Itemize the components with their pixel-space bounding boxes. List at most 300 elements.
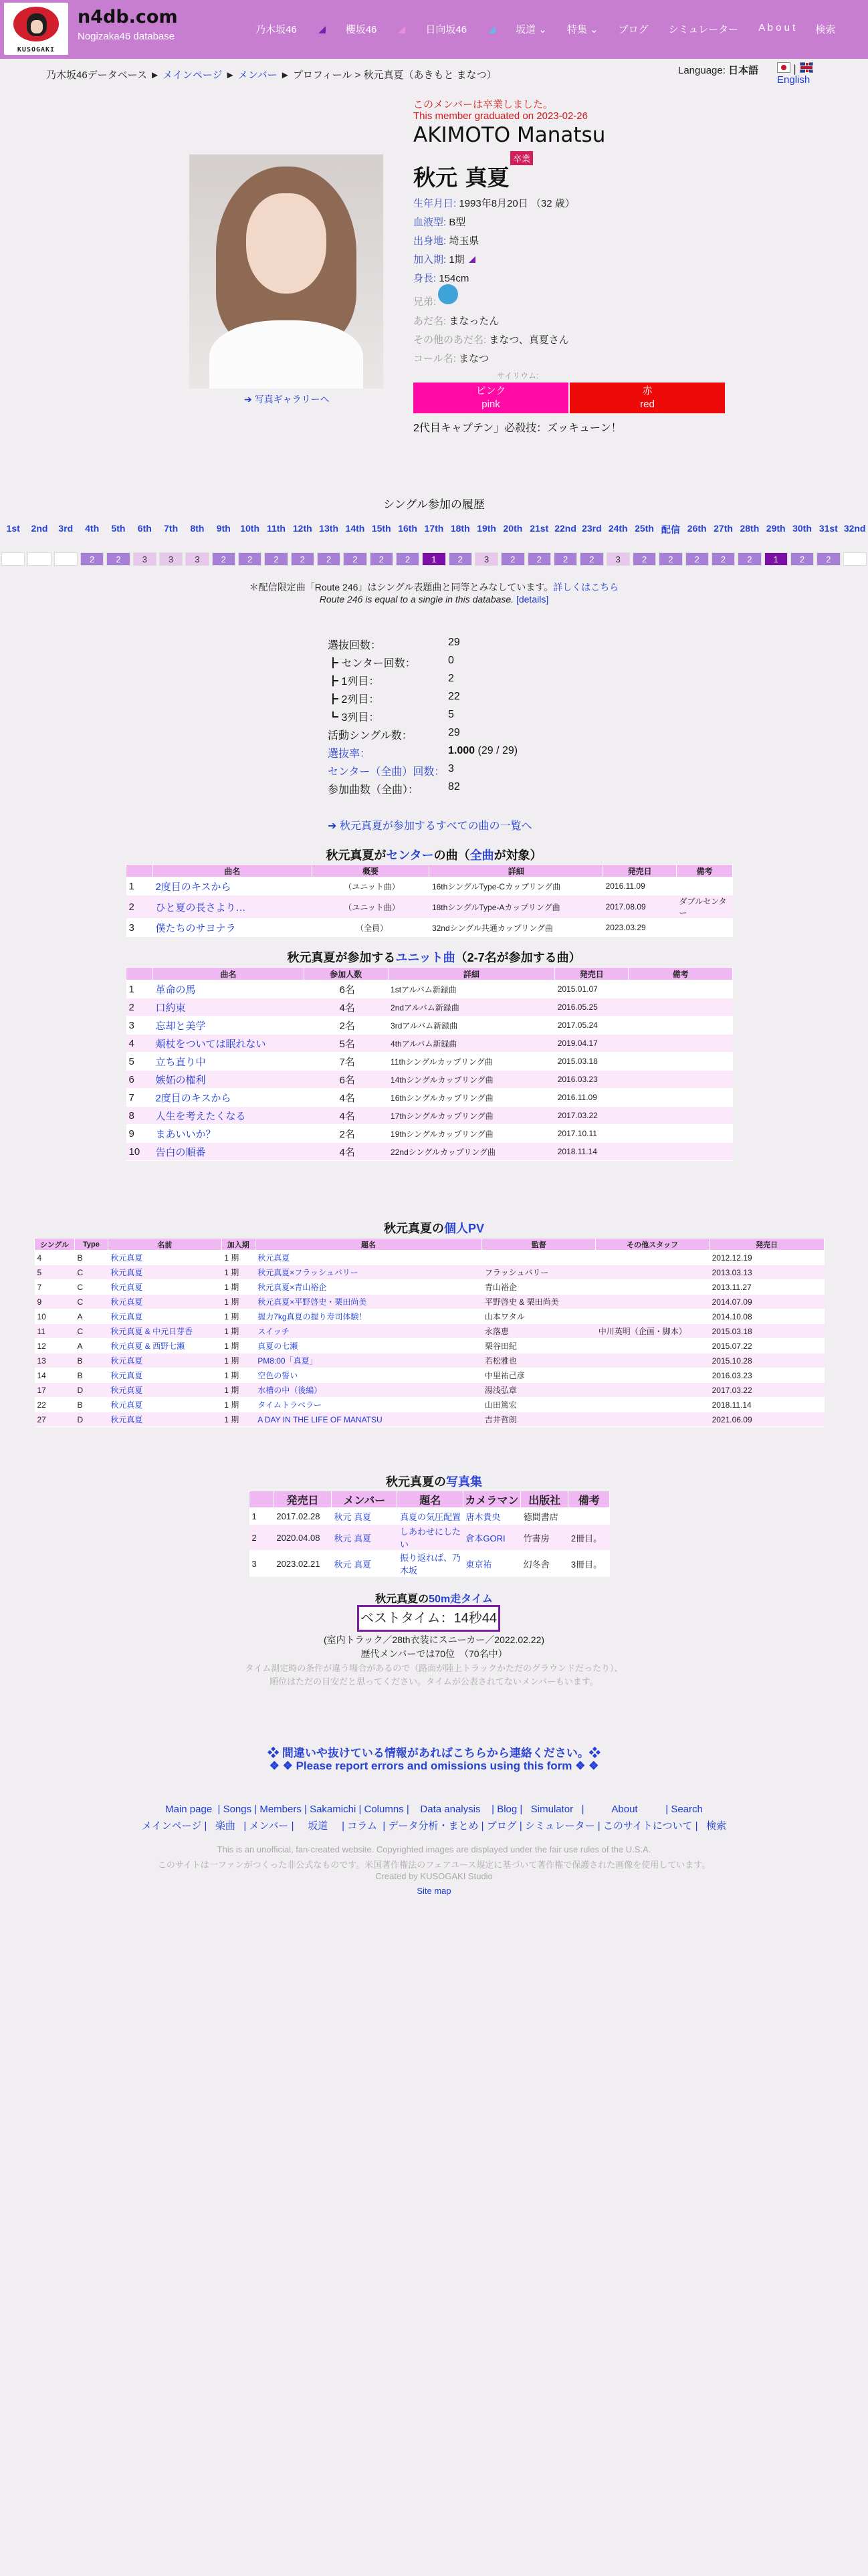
table-cell xyxy=(596,1295,710,1309)
single-mark-12: 2 xyxy=(291,552,314,566)
table-cell: 6名 xyxy=(304,980,388,998)
table-cell[interactable]: 嫉妬の権利 xyxy=(152,1071,304,1089)
table-cell[interactable]: 唐木貴央 xyxy=(463,1508,520,1525)
table-cell: 2ndアルバム新録曲 xyxy=(388,998,555,1016)
purple-triangle-icon xyxy=(318,26,326,33)
uk-flag-icon[interactable] xyxy=(800,62,813,73)
single-mark-18: 2 xyxy=(449,552,472,566)
table-cell[interactable]: 東京祐 xyxy=(463,1551,520,1577)
table-cell xyxy=(629,1035,733,1053)
table-row xyxy=(35,1309,825,1324)
single-mark-25: 2 xyxy=(633,552,656,566)
single-label-19[interactable]: 19th xyxy=(477,523,496,534)
stat-label: センター（全曲）回数： xyxy=(328,766,445,778)
table-cell[interactable]: しあわせにしたい xyxy=(397,1525,463,1551)
table-cell[interactable]: PM8:00「真夏」 xyxy=(255,1354,482,1368)
blue-triangle-icon xyxy=(488,26,496,33)
table-cell: 1 期 xyxy=(221,1280,255,1295)
profile-blood: 血液型: B型 xyxy=(413,217,466,228)
table-cell: 2013.03.13 xyxy=(710,1265,825,1280)
single-label-16[interactable]: 16th xyxy=(398,523,417,534)
single-label-2[interactable]: 2nd xyxy=(31,523,48,534)
table-cell: 11 xyxy=(35,1324,75,1339)
table-cell[interactable]: ひと夏の長さより… xyxy=(152,895,312,919)
zodiac-badge-icon xyxy=(438,284,458,304)
table-cell: 4 xyxy=(35,1251,75,1265)
table-cell: 4名 xyxy=(304,1143,388,1161)
table-cell[interactable]: 秋元真夏 xyxy=(108,1280,221,1295)
table-cell[interactable]: 秋元真夏 xyxy=(108,1412,221,1427)
table-row xyxy=(35,1354,825,1368)
table-cell[interactable]: 振り返れば、乃木坂 xyxy=(397,1551,463,1577)
breadcrumb-main-link[interactable]: メインページ xyxy=(162,70,223,81)
photo-gallery-link[interactable]: ➔ 写真ギャラリーへ xyxy=(244,394,330,405)
table-cell: 19thシングルカップリング曲 xyxy=(388,1125,555,1143)
table-cell: 1 期 xyxy=(221,1398,255,1412)
single-label-12[interactable]: 12th xyxy=(292,523,312,534)
top-header-bar xyxy=(0,0,868,59)
table-row xyxy=(126,1125,733,1143)
logo-face xyxy=(31,20,43,33)
single-label-24[interactable]: 24th xyxy=(608,523,628,534)
table-cell xyxy=(596,1354,710,1368)
table-cell[interactable]: 真夏の七瀬 xyxy=(255,1339,482,1354)
table-header: 備考 xyxy=(677,865,733,877)
table-header-index xyxy=(249,1491,274,1508)
stat-label: ┗ 3列目： xyxy=(328,712,380,724)
center-songs-title: 秋元真夏がセンターの曲（全曲が対象） xyxy=(326,849,542,862)
table-cell: 13 xyxy=(35,1354,75,1368)
table-cell: 2014.07.09 xyxy=(710,1295,825,1309)
details-link-jp[interactable]: 詳しくはこちら xyxy=(553,582,619,593)
table-cell: 2023.03.29 xyxy=(603,919,677,937)
stat-value: 3 xyxy=(448,763,454,774)
table-cell: 幻冬舎 xyxy=(521,1551,568,1577)
table-cell: 1 期 xyxy=(221,1295,255,1309)
table-cell[interactable]: スイッチ xyxy=(255,1324,482,1339)
japan-flag-icon[interactable] xyxy=(777,62,790,73)
stat-row xyxy=(328,673,454,688)
table-row xyxy=(126,1089,733,1107)
table-cell xyxy=(629,1053,733,1071)
footer-links-en[interactable]: Main page | Songs | Members | Sakamichi | Columns | Data analysis | Blog | Simulator | About | Search xyxy=(165,1804,703,1815)
table-cell: 9 xyxy=(126,1125,153,1143)
table-cell xyxy=(629,1071,733,1089)
table-cell: 16thシングルカップリング曲 xyxy=(388,1089,555,1107)
table-cell[interactable]: タイムトラベラー xyxy=(255,1398,482,1412)
graduated-notice-jp: このメンバーは卒業しました。 xyxy=(413,99,553,110)
single-label-30[interactable]: 29th xyxy=(766,523,786,534)
table-cell: 2017.05.24 xyxy=(555,1016,629,1035)
penlight-color-1: ピンク pink xyxy=(413,383,568,413)
table-cell[interactable]: 秋元真夏 & 中元日芽香 xyxy=(108,1324,221,1339)
table-cell: 2 xyxy=(126,998,153,1016)
table-header: その他スタッフ xyxy=(596,1239,710,1251)
single-label-22[interactable]: 22nd xyxy=(554,523,576,534)
table-cell: 2013.11.27 xyxy=(710,1280,825,1295)
table-cell: 3冊目。 xyxy=(568,1551,610,1577)
single-label-9[interactable]: 9th xyxy=(216,523,231,534)
table-cell: 1 期 xyxy=(221,1324,255,1339)
table-cell xyxy=(596,1398,710,1412)
table-cell xyxy=(596,1383,710,1398)
language-separator: | xyxy=(793,63,797,75)
table-cell[interactable]: 秋元真夏 xyxy=(108,1354,221,1368)
single-number-row xyxy=(0,523,868,538)
penlight-color-2: 赤 red xyxy=(570,383,725,413)
single-label-15[interactable]: 15th xyxy=(371,523,391,534)
report-link-jp[interactable]: ❖ 間違いや抜けている情報があればこちらから連絡ください。❖ xyxy=(267,1747,601,1759)
table-cell: D xyxy=(74,1412,108,1427)
single-label-5[interactable]: 5th xyxy=(111,523,126,534)
table-cell[interactable]: 空色の誓い xyxy=(255,1368,482,1383)
table-cell: 2015.07.22 xyxy=(710,1339,825,1354)
photobook-table xyxy=(249,1491,610,1577)
single-mark-27: 2 xyxy=(685,552,709,566)
stat-value: 82 xyxy=(448,781,460,792)
table-cell: フラッシュバリー xyxy=(482,1265,596,1280)
table-cell: B xyxy=(74,1368,108,1383)
table-cell[interactable]: 忘却と美学 xyxy=(152,1016,304,1035)
single-label-8[interactable]: 8th xyxy=(190,523,205,534)
table-cell: 1 期 xyxy=(221,1265,255,1280)
stat-row xyxy=(328,691,460,706)
table-cell: 2020.04.08 xyxy=(274,1525,331,1551)
nav-hinatazaka[interactable]: 日向坂46 xyxy=(425,22,496,36)
table-cell: 中里祐己彦 xyxy=(482,1368,596,1383)
single-label-33[interactable]: 32nd xyxy=(843,523,866,534)
single-mark-13: 2 xyxy=(317,552,340,566)
table-cell: 5名 xyxy=(304,1035,388,1053)
penlight-label: サイリウム: xyxy=(497,371,539,381)
table-cell: 2017.10.11 xyxy=(555,1125,629,1143)
graduated-badge: 卒業 xyxy=(510,151,533,165)
table-cell xyxy=(629,1143,733,1161)
single-label-4[interactable]: 4th xyxy=(85,523,100,534)
table-cell[interactable]: A DAY IN THE LIFE OF MANATSU xyxy=(255,1412,482,1427)
profile-birthday: 生年月日: 1993年8月20日 （32 歳） xyxy=(413,198,575,209)
table-cell xyxy=(596,1412,710,1427)
table-cell[interactable]: 秋元真夏 xyxy=(108,1295,221,1309)
table-row xyxy=(126,1107,733,1125)
table-cell: 1 期 xyxy=(221,1368,255,1383)
table-cell[interactable]: 秋元真夏 xyxy=(108,1368,221,1383)
table-cell: 2019.04.17 xyxy=(555,1035,629,1053)
table-cell: （ユニット曲） xyxy=(312,895,429,919)
table-cell[interactable]: 秋元 真夏 xyxy=(332,1551,397,1577)
table-row xyxy=(126,919,733,937)
table-cell: 2015.03.18 xyxy=(710,1324,825,1339)
table-row xyxy=(249,1551,610,1577)
table-header: 備考 xyxy=(629,968,733,980)
table-cell[interactable]: 秋元真夏 & 西野七瀬 xyxy=(108,1339,221,1354)
single-label-11[interactable]: 11th xyxy=(266,523,286,534)
table-header: 名前 xyxy=(108,1239,221,1251)
footer-disclaimer-en: This is an unofficial, fan-created website. Copyrighted images are displayed under the fair use rules of the U.S.A. xyxy=(217,1844,651,1854)
stat-label: 活動シングル数： xyxy=(328,730,413,742)
single-mark-1 xyxy=(1,552,25,566)
footer-links-jp[interactable]: メインページ | 楽曲 | メンバー | 坂道 | コラム | データ分析・まとめ | ブログ | シミュレーター | このサイトについて | 検索 xyxy=(141,1820,727,1832)
table-cell[interactable]: 秋元真夏×フラッシュバリー xyxy=(255,1265,482,1280)
table-cell: B xyxy=(74,1251,108,1265)
table-cell: 2018.11.14 xyxy=(710,1398,825,1412)
nav-blog[interactable]: ブログ xyxy=(618,24,649,35)
single-label-18[interactable]: 18th xyxy=(450,523,470,534)
table-cell[interactable]: 秋元真夏 xyxy=(108,1251,221,1265)
stat-value: 0 xyxy=(448,655,454,666)
table-cell: 22ndシングルカップリング曲 xyxy=(388,1143,555,1161)
sitemap-link[interactable]: Site map xyxy=(417,1886,451,1896)
logo-text: KUSOGAKI xyxy=(17,46,56,53)
all-songs-link[interactable]: ➔ 秋元真夏が参加するすべての曲の一覧へ xyxy=(328,821,532,832)
table-header: 発売日 xyxy=(555,968,629,980)
profile-nickname: あだ名: まなったん xyxy=(413,316,500,327)
table-cell: 8 xyxy=(126,1107,153,1125)
table-cell[interactable]: 頬杖をついては眠れない xyxy=(152,1035,304,1053)
route246-note-en: Route 246 is equal to a single in this database. [details] xyxy=(319,594,549,605)
nav-about[interactable]: A b o u t xyxy=(758,22,796,33)
single-mark-5: 2 xyxy=(106,552,130,566)
table-header: メンバー xyxy=(332,1491,397,1508)
single-label-1[interactable]: 1st xyxy=(6,523,20,534)
nav-sakurazaka[interactable]: 櫻坂46 xyxy=(346,22,406,36)
single-label-25[interactable]: 25th xyxy=(635,523,654,534)
single-label-28[interactable]: 27th xyxy=(714,523,733,534)
table-cell: 14thシングルカップリング曲 xyxy=(388,1071,555,1089)
table-cell[interactable]: 秋元真夏×平野啓史・栗田尚美 xyxy=(255,1295,482,1309)
table-cell: D xyxy=(74,1383,108,1398)
single-label-17[interactable]: 17th xyxy=(424,523,444,534)
table-header: 題名 xyxy=(255,1239,482,1251)
table-cell: 10 xyxy=(126,1143,153,1161)
table-cell: 青山裕企 xyxy=(482,1280,596,1295)
table-cell[interactable]: 2度目のキスから xyxy=(152,877,312,895)
table-cell: 2016.11.09 xyxy=(603,877,677,895)
table-cell: 14 xyxy=(35,1368,75,1383)
profile-height: 身長: 154cm xyxy=(413,273,469,284)
table-cell: 9 xyxy=(35,1295,75,1309)
language-current: 日本語 xyxy=(728,65,759,76)
single-label-23[interactable]: 23rd xyxy=(582,523,602,534)
table-header: 加入期 xyxy=(221,1239,255,1251)
table-cell: 1 xyxy=(126,877,153,895)
table-cell: 12 xyxy=(35,1339,75,1354)
single-position-row xyxy=(0,552,868,566)
table-row xyxy=(126,877,733,895)
table-cell[interactable]: 2度目のキスから xyxy=(152,1089,304,1107)
single-mark-31: 2 xyxy=(790,552,814,566)
table-cell: 永落恵 xyxy=(482,1324,596,1339)
table-header: 発売日 xyxy=(274,1491,331,1508)
stat-label: 選抜回数： xyxy=(328,640,382,651)
table-cell: （ユニット曲） xyxy=(312,877,429,895)
table-cell xyxy=(596,1339,710,1354)
table-header: 題名 xyxy=(397,1491,463,1508)
table-cell xyxy=(629,1016,733,1035)
table-row xyxy=(126,1053,733,1071)
language-switch xyxy=(678,63,758,77)
single-mark-3 xyxy=(54,552,78,566)
single-mark-16: 2 xyxy=(396,552,419,566)
report-link-en[interactable]: ❖ ❖ Please report errors and omissions using this form ❖ ❖ xyxy=(269,1759,599,1772)
table-header: 詳細 xyxy=(429,865,603,877)
stat-label: ┣ 2列目： xyxy=(328,694,380,706)
stat-value: 22 xyxy=(448,691,460,702)
member-name-roman: AKIMOTO Manatsu xyxy=(413,123,606,147)
table-header: 概要 xyxy=(312,865,429,877)
table-cell[interactable]: まあいいか？ xyxy=(152,1125,304,1143)
table-cell xyxy=(629,998,733,1016)
table-cell: 2 xyxy=(249,1525,274,1551)
table-cell xyxy=(596,1265,710,1280)
table-cell: 1 期 xyxy=(221,1383,255,1398)
table-cell[interactable]: 人生を考えたくなる xyxy=(152,1107,304,1125)
table-cell: 4名 xyxy=(304,1089,388,1107)
nav-sakamichi[interactable]: 坂道 ⌄ xyxy=(516,24,547,35)
english-link[interactable]: English xyxy=(777,74,810,86)
table-cell[interactable]: 秋元真夏 xyxy=(255,1251,482,1265)
single-mark-33 xyxy=(843,552,867,566)
table-cell[interactable]: 秋元真夏×青山裕企 xyxy=(255,1280,482,1295)
table-cell: 3rdアルバム新録曲 xyxy=(388,1016,555,1035)
table-row xyxy=(35,1280,825,1295)
table-cell[interactable]: 握力7kg真夏の握り寿司体験！ xyxy=(255,1309,482,1324)
run50-title: 秋元真夏の50m走タイム xyxy=(375,1594,493,1605)
table-cell: C xyxy=(74,1295,108,1309)
stat-value: 29 xyxy=(448,727,460,738)
table-cell: C xyxy=(74,1265,108,1280)
single-mark-11: 2 xyxy=(264,552,288,566)
table-row xyxy=(126,1035,733,1053)
single-label-32[interactable]: 31st xyxy=(819,523,838,534)
single-label-27[interactable]: 26th xyxy=(687,523,707,534)
member-photo[interactable] xyxy=(189,154,383,389)
breadcrumb-members-link[interactable]: メンバー xyxy=(237,70,278,81)
table-cell: 4thアルバム新録曲 xyxy=(388,1035,555,1053)
table-cell: 2016.05.25 xyxy=(555,998,629,1016)
stat-row xyxy=(328,637,460,652)
table-cell[interactable]: 僕たちのサヨナラ xyxy=(152,919,312,937)
table-cell[interactable]: 秋元真夏 xyxy=(108,1265,221,1280)
table-cell xyxy=(677,919,733,937)
footer-disclaimer-jp: このサイトは一ファンがつくった非公式なものです。米国著作権法のフェアユース規定に基づいて著作権で保護された画像を使用しています。 xyxy=(157,1860,711,1870)
table-cell[interactable]: 秋元 真夏 xyxy=(332,1508,397,1525)
single-label-29[interactable]: 28th xyxy=(740,523,760,534)
table-cell: 1 期 xyxy=(221,1412,255,1427)
single-label-31[interactable]: 30th xyxy=(792,523,812,534)
table-header-index xyxy=(126,865,153,877)
single-label-13[interactable]: 13th xyxy=(319,523,338,534)
table-cell[interactable]: 倉本GORI xyxy=(463,1525,520,1551)
stat-row xyxy=(328,745,518,760)
table-cell[interactable]: 秋元真夏 xyxy=(108,1383,221,1398)
single-label-6[interactable]: 6th xyxy=(137,523,152,534)
table-cell: 7 xyxy=(126,1089,153,1107)
single-mark-15: 2 xyxy=(370,552,393,566)
footer-created: Created by KUSOGAKI Studio xyxy=(375,1871,493,1881)
table-row xyxy=(249,1525,610,1551)
nav-search[interactable]: 検索 xyxy=(815,24,836,35)
single-label-7[interactable]: 7th xyxy=(164,523,179,534)
breadcrumb-root: 乃木坂46データベース ► xyxy=(46,70,160,81)
table-cell: 竹書房 xyxy=(521,1525,568,1551)
stat-label: 参加曲数（全曲）： xyxy=(328,784,419,796)
stat-label: 選抜率： xyxy=(328,748,371,760)
table-cell[interactable]: 真夏の気圧配置 xyxy=(397,1508,463,1525)
table-cell: 17thシングルカップリング曲 xyxy=(388,1107,555,1125)
single-label-21[interactable]: 21st xyxy=(530,523,549,534)
table-cell: 1 期 xyxy=(221,1339,255,1354)
table-cell: 2016.03.23 xyxy=(710,1368,825,1383)
nav-features[interactable]: 特集 ⌄ xyxy=(566,24,599,35)
single-mark-29: 2 xyxy=(738,552,761,566)
single-label-20[interactable]: 20th xyxy=(503,523,523,534)
table-row xyxy=(35,1295,825,1309)
run50-rank: 歴代メンバーでは70位 （70名中） xyxy=(360,1648,508,1659)
table-cell[interactable]: 秋元真夏 xyxy=(108,1309,221,1324)
table-cell: 吉井哲朗 xyxy=(482,1412,596,1427)
table-cell[interactable]: 秋元 真夏 xyxy=(332,1525,397,1551)
table-cell: 22 xyxy=(35,1398,75,1412)
table-cell: B xyxy=(74,1354,108,1368)
stat-row xyxy=(328,655,454,670)
site-title[interactable]: n4db.com xyxy=(78,7,178,27)
table-cell xyxy=(482,1251,596,1265)
single-label-14[interactable]: 14th xyxy=(345,523,365,534)
table-header: カメラマン xyxy=(463,1491,520,1508)
details-link-en[interactable]: [details] xyxy=(516,594,549,605)
table-cell: 2017.03.22 xyxy=(555,1107,629,1125)
table-cell: C xyxy=(74,1280,108,1295)
table-cell: 1 期 xyxy=(221,1354,255,1368)
stat-value: 1.000 (29 / 29) xyxy=(448,745,518,756)
table-cell[interactable]: 革命の馬 xyxy=(152,980,304,998)
single-label-10[interactable]: 10th xyxy=(240,523,260,534)
table-row xyxy=(126,980,733,998)
table-header: シングル xyxy=(35,1239,75,1251)
nav-nogizaka[interactable]: 乃木坂46 xyxy=(255,22,326,36)
single-mark-2 xyxy=(27,552,51,566)
table-header: 参加人数 xyxy=(304,968,388,980)
table-cell[interactable]: 告白の順番 xyxy=(152,1143,304,1161)
table-cell: 2015.01.07 xyxy=(555,980,629,998)
pink-triangle-icon xyxy=(398,26,405,33)
single-label-3[interactable]: 3rd xyxy=(58,523,74,534)
site-logo[interactable] xyxy=(4,3,68,55)
table-header: 備考 xyxy=(568,1491,610,1508)
single-label-26[interactable]: 配信 xyxy=(661,524,680,535)
table-cell: 栗谷田紀 xyxy=(482,1339,596,1354)
table-cell: 1stアルバム新録曲 xyxy=(388,980,555,998)
stat-label: ┣ センター回数： xyxy=(328,658,416,669)
profile-sibling-label: 兄弟: xyxy=(413,296,437,308)
table-cell: 2021.06.09 xyxy=(710,1412,825,1427)
table-cell: 3 xyxy=(249,1551,274,1577)
table-cell[interactable]: 水槽の中（後編） xyxy=(255,1383,482,1398)
table-cell: 1 xyxy=(126,980,153,998)
table-cell: A xyxy=(74,1309,108,1324)
profile-generation: 加入期: 1期 xyxy=(413,252,475,266)
stat-value: 29 xyxy=(448,637,460,648)
table-cell[interactable]: 立ち直り中 xyxy=(152,1053,304,1071)
table-cell: 18thシングルType-Aカップリング曲 xyxy=(429,895,603,919)
table-cell[interactable]: 口約束 xyxy=(152,998,304,1016)
table-cell: 5 xyxy=(126,1053,153,1071)
table-cell: 3 xyxy=(126,1016,153,1035)
table-cell[interactable]: 秋元真夏 xyxy=(108,1398,221,1412)
nav-simulator[interactable]: シミュレーター xyxy=(668,24,739,35)
table-cell: 3 xyxy=(126,919,153,937)
